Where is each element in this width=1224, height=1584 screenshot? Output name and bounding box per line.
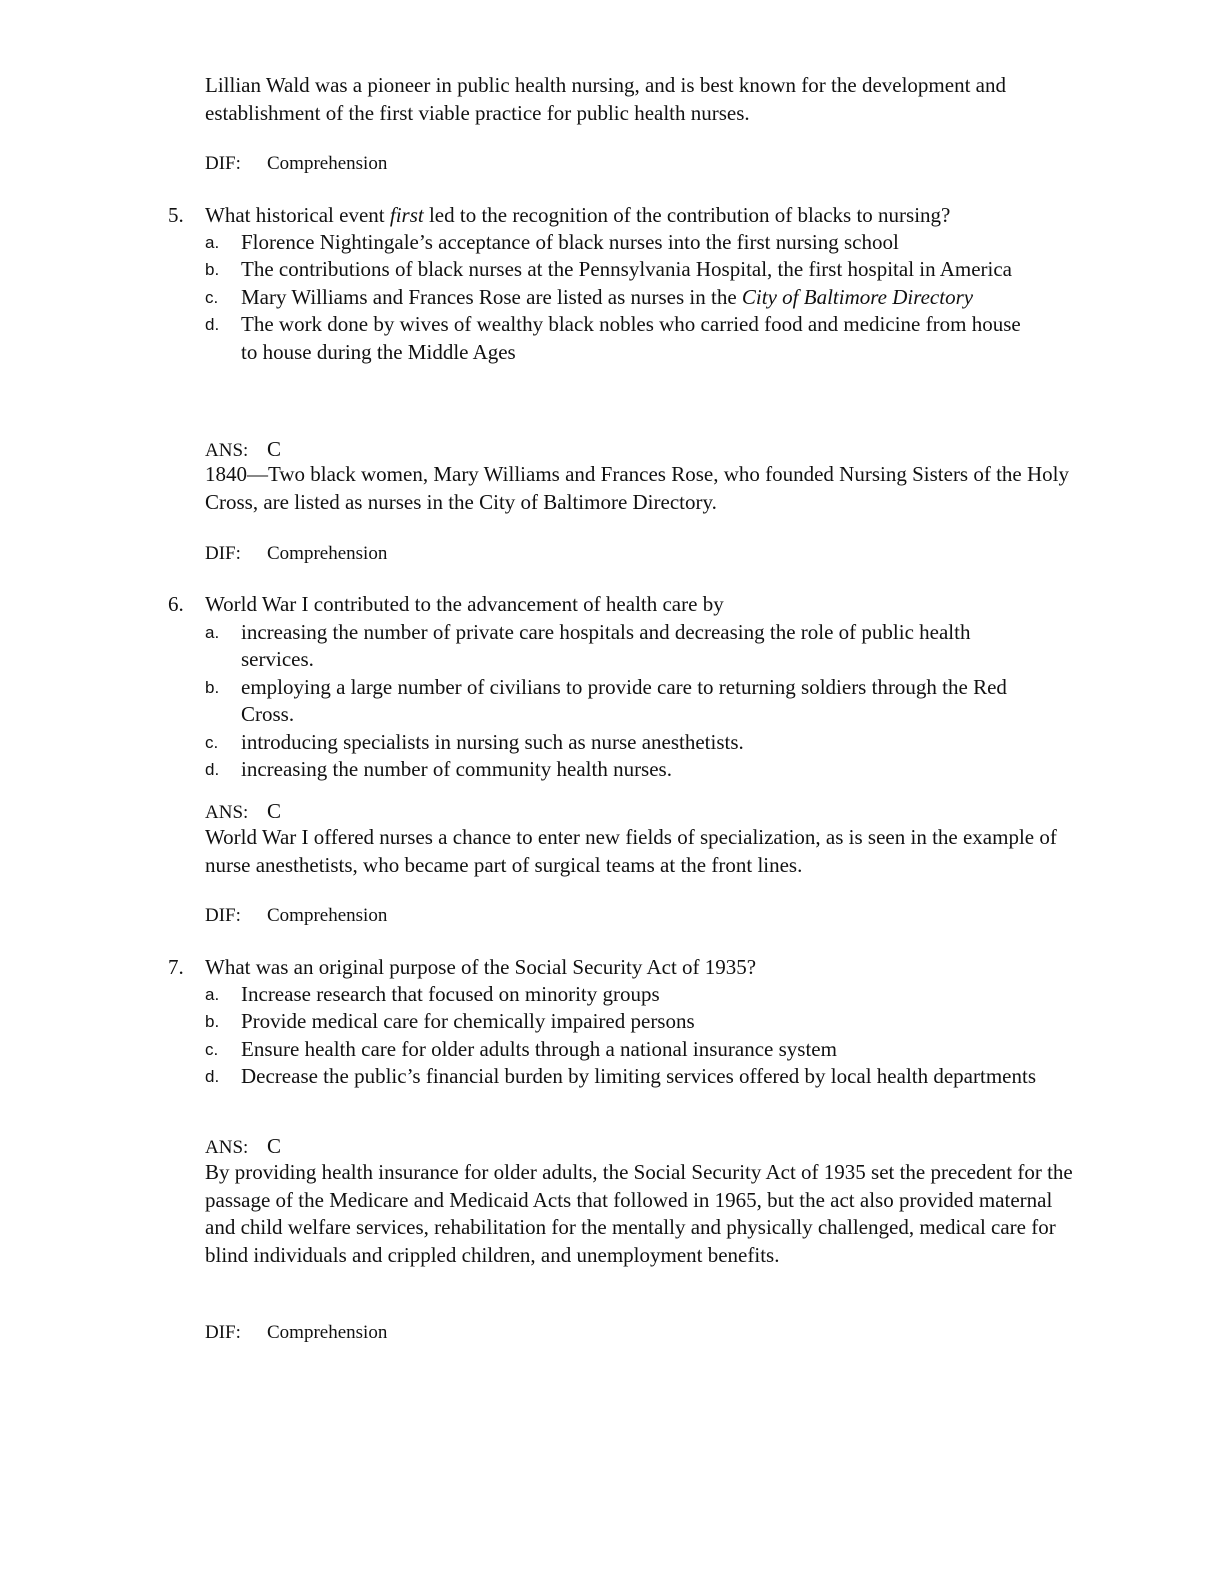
option-letter: d. bbox=[205, 1067, 220, 1087]
option-text-emphasis: City of Baltimore Directory bbox=[741, 284, 974, 309]
rationale: By providing health insurance for older adults, the Social Security Act of 1935 set the precedent for the passage of the Medicare and Medicaid Acts that followed in 1965, but the act also provided maternal and child welfare services, rehabilitation for the mentally and physically challenged, medical care for blind individuals and crippled children, and unemployment benefits. bbox=[205, 1160, 1073, 1267]
dif-value: Comprehension bbox=[267, 543, 388, 564]
stem-part: What historical event bbox=[205, 203, 390, 227]
dif-value: Comprehension bbox=[267, 905, 388, 926]
option-text: introducing specialists in nursing such as nurse anesthetists. bbox=[241, 729, 744, 754]
option-a bbox=[205, 981, 1035, 1008]
options-list bbox=[205, 981, 1035, 1091]
option-c bbox=[205, 729, 1035, 756]
option-text: The contributions of black nurses at the Pennsylvania Hospital, the first hospital in America bbox=[241, 257, 1013, 282]
option-d bbox=[205, 756, 1035, 783]
option-letter: a. bbox=[205, 623, 220, 642]
difficulty bbox=[205, 1321, 387, 1345]
option-text: Provide medical care for chemically impaired persons bbox=[241, 1009, 695, 1034]
intro-rationale: Lillian Wald was a pioneer in public health nursing, and is best known for the development and establishment of the first viable practice for public health nurses. bbox=[205, 73, 1006, 125]
option-letter: c. bbox=[205, 1039, 219, 1059]
difficulty bbox=[205, 542, 387, 566]
intro-dif bbox=[205, 152, 387, 176]
question-stem: World War I contributed to the advancement of health care by bbox=[205, 592, 724, 616]
stem-emphasis: first bbox=[389, 203, 424, 227]
option-text: Ensure health care for older adults through a national insurance system bbox=[241, 1036, 837, 1061]
answer-label: ANS: bbox=[205, 802, 249, 823]
option-b bbox=[205, 256, 1035, 283]
question-number: 7. bbox=[168, 955, 184, 979]
option-text: Increase research that focused on minority groups bbox=[241, 982, 660, 1006]
stem-part: led to the recognition of the contribution of blacks to nursing? bbox=[423, 203, 951, 227]
dif-label: DIF: bbox=[205, 543, 241, 564]
options-list bbox=[205, 619, 1035, 783]
dif-value: Comprehension bbox=[267, 153, 388, 174]
option-text: Mary Williams and Frances Rose are listed as nurses in the bbox=[241, 284, 742, 309]
options-list bbox=[205, 229, 1035, 366]
difficulty bbox=[205, 904, 387, 928]
answer-label: ANS: bbox=[205, 440, 249, 461]
dif-label: DIF: bbox=[205, 1322, 241, 1343]
option-c bbox=[205, 1036, 1035, 1063]
option-a bbox=[205, 619, 1011, 674]
answer-label: ANS: bbox=[205, 1137, 249, 1158]
question-stem bbox=[205, 202, 1105, 230]
option-text: Decrease the public’s financial burden by limiting services offered by local health departments bbox=[241, 1064, 1036, 1089]
answer bbox=[205, 1133, 1115, 1162]
rationale: World War I offered nurses a chance to enter new fields of specialization, as is seen in the example of nurse anesthetists, who became part of surgical teams at the front lines. bbox=[205, 825, 1057, 877]
option-letter: d. bbox=[205, 315, 220, 335]
question-number: 6. bbox=[168, 592, 184, 616]
dif-label: DIF: bbox=[205, 905, 241, 926]
answer-value: C bbox=[267, 437, 282, 461]
option-text: The work done by wives of wealthy black nobles who carried food and medicine from house to house during the Middle Ages bbox=[241, 312, 1021, 364]
option-text: employing a large number of civilians to provide care to returning soldiers through the Red Cross. bbox=[241, 674, 1007, 727]
option-text: Florence Nightingale’s acceptance of black nurses into the first nursing school bbox=[241, 230, 899, 254]
option-letter: c. bbox=[205, 287, 219, 307]
question-stem: What was an original purpose of the Social Security Act of 1935? bbox=[205, 955, 757, 979]
option-letter: d. bbox=[205, 760, 220, 780]
option-text: increasing the number of private care hospitals and decreasing the role of public health services. bbox=[241, 620, 971, 672]
dif-value: Comprehension bbox=[267, 1322, 388, 1343]
answer bbox=[205, 798, 1115, 827]
option-letter: c. bbox=[205, 732, 219, 752]
option-a bbox=[205, 229, 1035, 256]
dif-label: DIF: bbox=[205, 153, 241, 174]
option-letter: a. bbox=[205, 985, 220, 1004]
question-number: 5. bbox=[168, 203, 184, 227]
option-c bbox=[205, 284, 991, 311]
option-d bbox=[205, 311, 1031, 366]
option-b bbox=[205, 674, 1041, 729]
answer-value: C bbox=[267, 799, 282, 823]
answer-value: C bbox=[267, 1134, 282, 1158]
option-letter: a. bbox=[205, 233, 220, 252]
option-b bbox=[205, 1008, 1035, 1035]
option-text: increasing the number of community health nurses. bbox=[241, 757, 672, 782]
option-letter: b. bbox=[205, 260, 220, 280]
rationale: 1840—Two black women, Mary Williams and Frances Rose, who founded Nursing Sisters of the Holy Cross, are listed as nurses in the City of Baltimore Directory. bbox=[205, 462, 1070, 514]
option-letter: b. bbox=[205, 1012, 220, 1032]
option-letter: b. bbox=[205, 677, 220, 697]
option-d bbox=[205, 1063, 1041, 1090]
